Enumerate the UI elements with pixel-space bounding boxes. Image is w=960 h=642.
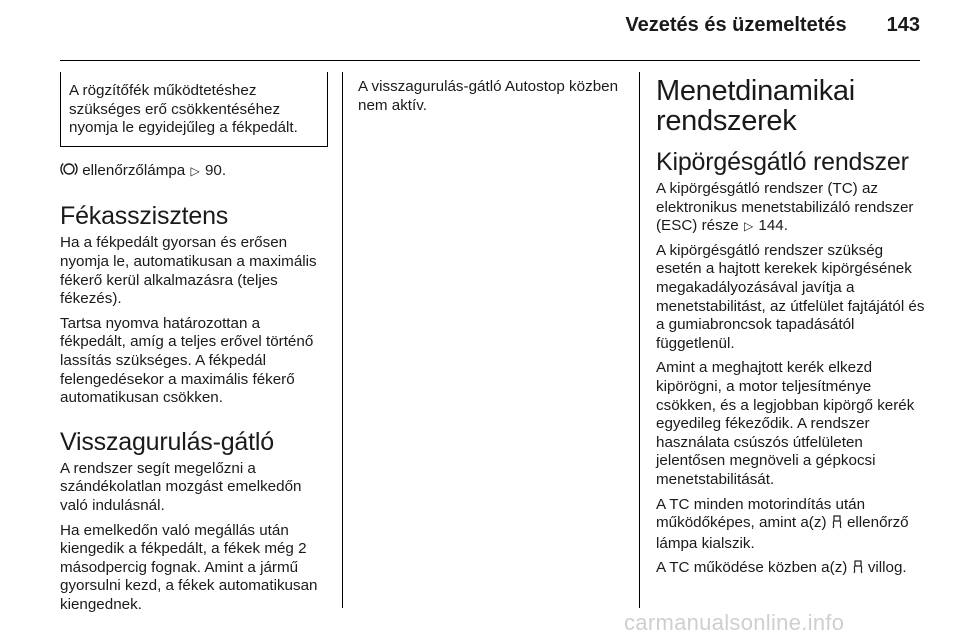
chapter-title: Menetdinamikai rendszerek	[656, 75, 855, 137]
page-number: 143	[886, 14, 920, 36]
brake-assist-paragraph-2: Tartsa nyomva határozottan a fékpedált, amíg a teljes erővel történő lassítás szükséges. A fékpedál felengedésekor a maximális fékerő automatikusan csökken.	[60, 314, 314, 407]
column-2	[358, 78, 626, 121]
watermark: carmanualsonline.info	[624, 610, 845, 635]
triangle-right-icon: ▷	[190, 163, 200, 178]
page-header	[0, 14, 920, 37]
section-title-brake-assist: Fékasszisztens	[60, 202, 229, 231]
brake-assist-paragraph-1: Ha a fékpedált gyorsan és erősen nyomja le, automatikusan a maximális fékerő kerül alkalmazásra (teljes fékezés).	[60, 234, 317, 308]
note-text: A rögzítőfék működtetéshez szükséges erő csökkentéséhez nyomja le egyidejűleg a fékpedált.	[69, 82, 298, 137]
column-divider-left	[342, 72, 343, 608]
tc-paragraph-4	[656, 496, 926, 554]
column-3	[656, 72, 926, 586]
section-title-traction-control: Kipörgésgátló rendszer	[656, 148, 909, 176]
section-title-hill-start: Visszagurulás-gátló	[60, 427, 274, 456]
traction-control-icon	[852, 560, 864, 580]
indicator-text: ellenőrzőlámpa	[82, 161, 186, 179]
indicator-ref[interactable]: 90.	[204, 161, 227, 179]
tc-paragraph-3: Amint a meghajtott kerék elkezd kipörögni, a motor teljesítménye csökken, és a legjobban kipörgő kerék egyedileg fékeződik. A rendszer használata csúszós útfelületen jelentősen megnöveli a gépkocsi menetstabilitását.	[656, 359, 915, 488]
tc-paragraph-4-before: A TC minden motorindítás után működőképes, amint a(z)	[656, 495, 866, 532]
header-rule	[60, 60, 920, 61]
tc-paragraph-4-after: ellenőrző lámpa kialszik.	[656, 514, 909, 552]
tc-paragraph-5-after: villog.	[867, 559, 907, 577]
header-title: Vezetés és üzemeltetés	[625, 14, 847, 36]
tc-paragraph-1	[656, 180, 926, 236]
triangle-right-icon: ▷	[743, 219, 754, 234]
column-1	[60, 72, 328, 620]
tc-paragraph-1-ref[interactable]: 144.	[758, 217, 788, 235]
tc-paragraph-5-before: A TC működése közben a(z)	[656, 559, 848, 577]
column-divider-right	[639, 72, 640, 608]
tc-paragraph-5	[656, 559, 926, 580]
autostop-paragraph: A visszagurulás-gátló Autostop közben nem aktív.	[358, 78, 619, 114]
brake-indicator-icon	[60, 161, 78, 183]
hill-start-paragraph-2: Ha emelkedőn való megállás után kiengedik a fékpedált, a fékek még 2 másodpercig fognak. Amint a jármű gyorsulni kezd, a fékek automatikusan kiengednek.	[60, 521, 318, 613]
note-box	[60, 72, 328, 147]
traction-control-icon	[831, 515, 843, 535]
hill-start-paragraph-1: A rendszer segít megelőzni a szándékolatlan mozgást emelkedőn való indulásnál.	[60, 459, 302, 514]
tc-paragraph-1-text: A kipörgésgátló rendszer (TC) az elektronikus menetstabilizáló rendszer (ESC) része	[656, 180, 914, 235]
indicator-line	[60, 161, 328, 183]
tc-paragraph-2: A kipörgésgátló rendszer szükség esetén a hajtott kerekek kipörgésének megakadályozásával javítja a menetstabilitást, az útfelület fajtájától és a gumiabroncsok tapadásától függetlenül.	[656, 241, 925, 352]
